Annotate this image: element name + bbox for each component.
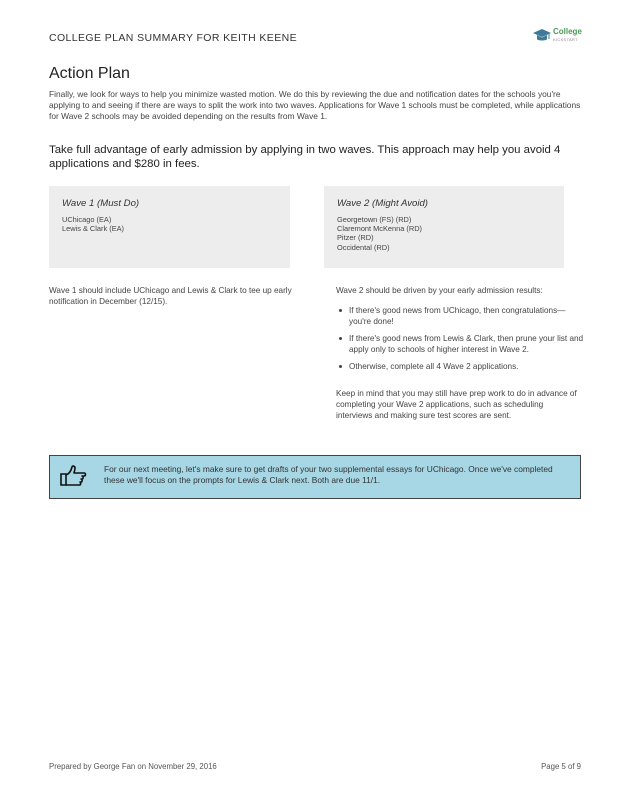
wave-1-school-list xyxy=(62,215,124,233)
college-kickstart-logo xyxy=(533,26,593,48)
callout-text: For our next meeting, let's make sure to get drafts of your two supplemental essays for UChicago. Once we've completed these we'll focus on the prompts for Lewis & Clark next. Both are due 11/1. xyxy=(104,464,553,485)
strategy-headline: Take full advantage of early admission by applying in two waves. This approach may help you avoid 4 applications and $280 in fees. xyxy=(49,144,561,170)
wave-2-box xyxy=(324,186,564,268)
pointing-hand-icon xyxy=(59,465,87,487)
wave-2-title: Wave 2 (Might Avoid) xyxy=(337,198,428,209)
wave-1-description: Wave 1 should include UChicago and Lewis & Clark to tee up early notification in December (12/15). xyxy=(49,286,292,306)
intro-paragraph: Finally, we look for ways to help you minimize wasted motion. We do this by reviewing the due and notification dates for the schools you're applying to and seeing if there are ways to split the work into two waves. Applications for Wave 1 schools must be completed, while applications for Wave 2 schools may be avoided depending on the results from Wave 1. xyxy=(49,89,581,121)
wave-1-title: Wave 1 (Must Do) xyxy=(62,198,140,209)
wave-2-bullet-list xyxy=(336,305,586,378)
list-item: UChicago (EA) xyxy=(62,215,112,224)
wave-1-box xyxy=(49,186,290,268)
next-meeting-callout xyxy=(49,455,581,499)
section-title: Action Plan xyxy=(49,65,130,82)
logo-text: College xyxy=(553,27,582,36)
logo-subtext: KICKSTART xyxy=(553,37,578,42)
list-item: Otherwise, complete all 4 Wave 2 applications. xyxy=(336,361,586,372)
document-title: COLLEGE PLAN SUMMARY FOR KEITH KEENE xyxy=(49,32,297,44)
page-number: Page 5 of 9 xyxy=(541,762,581,771)
wave-2-intro: Wave 2 should be driven by your early admission results: xyxy=(336,286,543,295)
list-item: If there's good news from UChicago, then congratulations—you're done! xyxy=(336,305,586,327)
list-item: If there's good news from Lewis & Clark, then prune your list and apply only to schools of higher interest in Wave 2. xyxy=(336,333,586,355)
footer-prepared-by: Prepared by George Fan on November 29, 2016 xyxy=(49,762,217,771)
list-item: Pitzer (RD) xyxy=(337,233,374,243)
wave-2-outro: Keep in mind that you may still have prep work to do in advance of completing your Wave 2 applications, such as scheduling interviews and making sure test scores are sent. xyxy=(336,389,577,420)
wave-2-school-list xyxy=(337,215,422,252)
graduation-cap-icon xyxy=(533,28,551,44)
list-item: Claremont McKenna (RD) xyxy=(337,224,423,234)
list-item: Lewis & Clark (EA) xyxy=(62,224,125,234)
list-item: Occidental (RD) xyxy=(337,242,390,252)
list-item: Georgetown (FS) (RD) xyxy=(337,215,412,224)
